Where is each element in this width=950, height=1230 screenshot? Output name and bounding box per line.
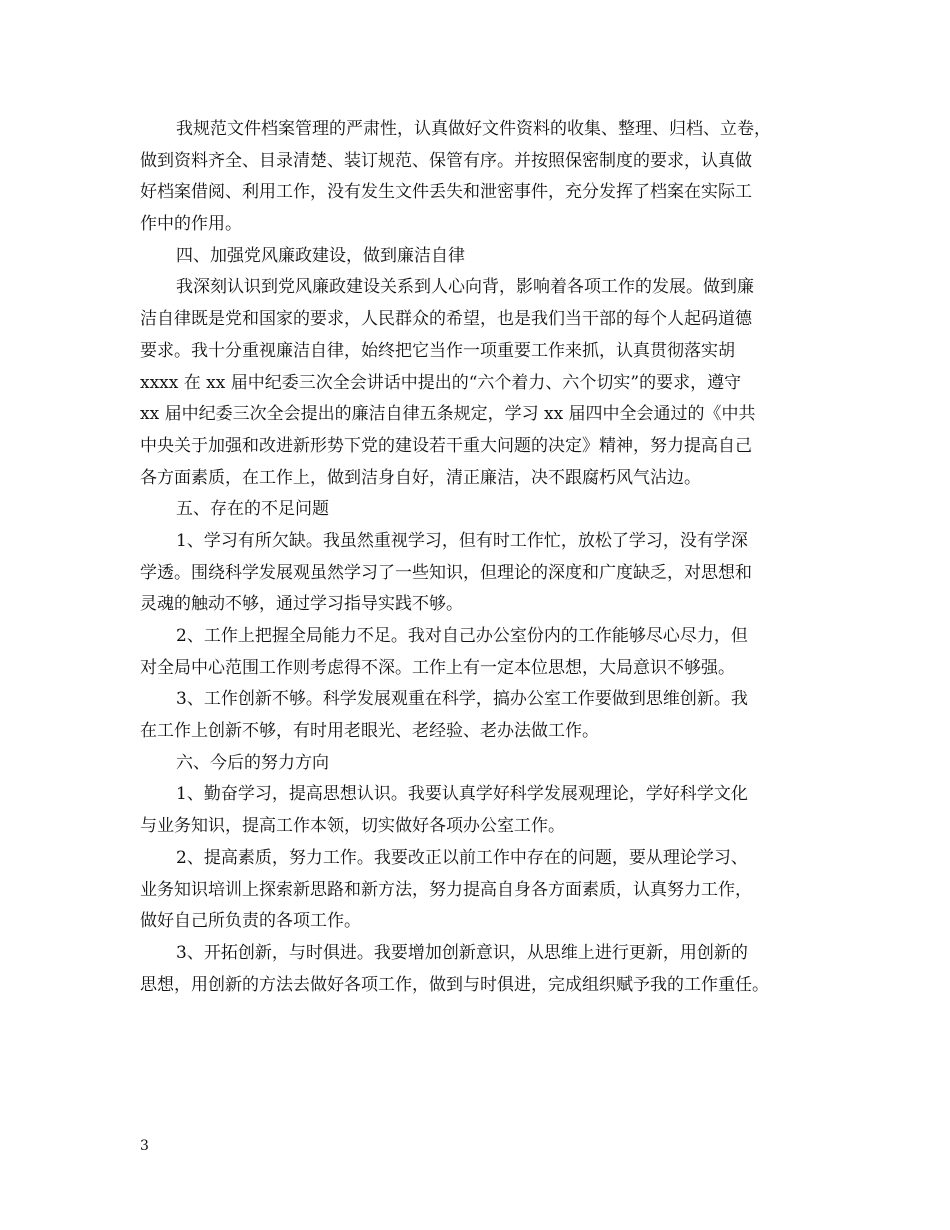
paragraph-line: 做好自己所负责的各项工作。 bbox=[140, 911, 361, 932]
paragraph-line: 我规范文件档案管理的严肃性，认真做好文件资料的收集、整理、归档、立卷， bbox=[176, 119, 771, 139]
section-heading: 五、存在的不足问题 bbox=[176, 499, 329, 520]
paragraph-line: 3、工作创新不够。科学发展观重在科学，搞办公室工作要做到思维创新。我 bbox=[176, 689, 748, 710]
paragraph-line: 思想，用创新的方法去做好各项工作，做到与时俱进，完成组织赋予我的工作重任。 bbox=[140, 974, 769, 995]
paragraph-line: xx 届中纪委三次全会提出的廉洁自律五条规定，学习 xx 届四中全会通过的《中共 bbox=[140, 404, 756, 425]
paragraph-line: 2、工作上把握全局能力不足。我对自己办公室份内的工作能够尽心尽力，但 bbox=[176, 626, 748, 646]
paragraph-line: xxxx 在 xx 届中纪委三次全会讲话中提出的“六个着力、六个切实”的要求，遵守 bbox=[140, 372, 742, 393]
paragraph-line: 业务知识培训上探索新思路和新方法，努力提高自身各方面素质，认真努力工作， bbox=[140, 879, 752, 900]
paragraph-line: 3、开拓创新，与时俱进。我要增加创新意识，从思维上进行更新，用创新的 bbox=[176, 942, 748, 963]
paragraph-line: 在工作上创新不够，有时用老眼光、老经验、老办法做工作。 bbox=[140, 721, 599, 742]
paragraph-line: 做到资料齐全、目录清楚、装订规范、保管有序。并按照保密制度的要求，认真做 bbox=[140, 150, 752, 171]
section-heading: 六、今后的努力方向 bbox=[176, 752, 329, 773]
paragraph-line: 各方面素质，在工作上，做到洁身自好，清正廉洁，决不跟腐朽风气沾边。 bbox=[140, 467, 701, 488]
paragraph-line: 洁自律既是党和国家的要求，人民群众的希望，也是我们当干部的每个人起码道德 bbox=[140, 309, 752, 330]
paragraph-line: 2、提高素质，努力工作。我要改正以前工作中存在的问题，要从理论学习、 bbox=[176, 847, 748, 868]
paragraph-line: 对全局中心范围工作则考虑得不深。工作上有一定本位思想，大局意识不够强。 bbox=[140, 657, 735, 678]
paragraph-line: 与业务知识，提高工作本领，切实做好各项办公室工作。 bbox=[140, 816, 565, 837]
paragraph-line: 要求。我十分重视廉洁自律，始终把它当作一项重要工作来抓，认真贯彻落实胡 bbox=[140, 340, 735, 361]
paragraph-line: 学透。围绕科学发展观虽然学习了一些知识，但理论的深度和广度缺乏，对思想和 bbox=[140, 562, 752, 583]
document-body bbox=[140, 114, 830, 1001]
paragraph-line: 中央关于加强和改进新形势下党的建设若干重大问题的决定》精神，努力提高自己 bbox=[140, 435, 752, 456]
paragraph-line: 作中的作用。 bbox=[140, 214, 242, 235]
page-number: 3 bbox=[140, 1138, 149, 1154]
paragraph-line: 好档案借阅、利用工作，没有发生文件丢失和泄密事件，充分发挥了档案在实际工 bbox=[140, 182, 752, 203]
section-heading: 四、加强党风廉政建设，做到廉洁自律 bbox=[176, 245, 465, 266]
paragraph-line: 灵魂的触动不够，通过学习指导实践不够。 bbox=[140, 594, 463, 615]
paragraph-line: 我深刻认识到党风廉政建设关系到人心向背，影响着各项工作的发展。做到廉 bbox=[176, 277, 754, 298]
paragraph-line: 1、勤奋学习，提高思想认识。我要认真学好科学发展观理论，学好科学文化 bbox=[176, 784, 748, 805]
paragraph-line: 1、学习有所欠缺。我虽然重视学习，但有时工作忙，放松了学习，没有学深 bbox=[176, 530, 748, 551]
